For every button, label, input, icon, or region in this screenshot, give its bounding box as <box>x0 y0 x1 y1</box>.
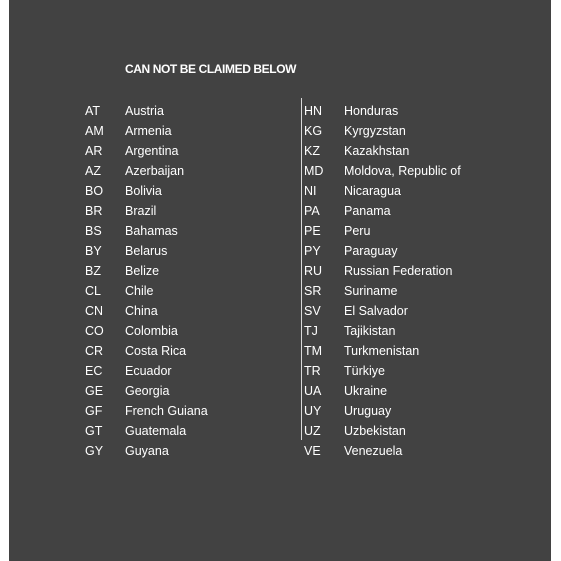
country-code: PE <box>304 224 321 238</box>
country-code: PA <box>304 204 320 218</box>
country-name: Paraguay <box>344 244 398 258</box>
country-name: Guyana <box>125 444 169 458</box>
country-code: BO <box>85 184 104 198</box>
country-name: Russian Federation <box>344 264 453 278</box>
country-name: Moldova, Republic of <box>344 164 461 178</box>
country-name: Uzbekistan <box>344 424 406 438</box>
country-code: GF <box>85 404 103 418</box>
country-code: BY <box>85 244 102 258</box>
country-name: Costa Rica <box>125 344 187 358</box>
country-name: Uruguay <box>344 404 392 418</box>
country-name: China <box>125 304 158 318</box>
country-name: Kyrgyzstan <box>344 124 406 138</box>
country-name: Chile <box>125 284 154 298</box>
country-code: CL <box>85 284 101 298</box>
country-name: Colombia <box>125 324 178 338</box>
country-code: CR <box>85 344 104 358</box>
country-code: UY <box>304 404 322 418</box>
country-name: El Salvador <box>344 304 408 318</box>
country-code: CN <box>85 304 104 318</box>
country-list-panel <box>9 0 551 561</box>
country-name: Türkiye <box>344 364 385 378</box>
country-code: CO <box>85 324 104 338</box>
country-code: KG <box>304 124 323 138</box>
country-name: Kazakhstan <box>344 144 410 158</box>
country-name: Honduras <box>344 104 399 118</box>
country-code: RU <box>304 264 323 278</box>
country-name: Tajikistan <box>344 324 396 338</box>
country-name: Azerbaijan <box>125 164 185 178</box>
country-code: UZ <box>304 424 321 438</box>
country-code: AR <box>85 144 103 158</box>
country-name: Belarus <box>125 244 168 258</box>
country-name: Ukraine <box>344 384 388 398</box>
country-code: BR <box>85 204 103 218</box>
country-name: Suriname <box>344 284 398 298</box>
country-name: French Guiana <box>125 404 208 418</box>
country-code: AT <box>85 104 101 118</box>
country-code: HN <box>304 104 323 118</box>
country-name: Brazil <box>125 204 157 218</box>
country-code: AZ <box>85 164 101 178</box>
country-name: Austria <box>125 104 164 118</box>
country-name: Peru <box>344 224 371 238</box>
country-name: Belize <box>125 264 160 278</box>
country-code: GT <box>85 424 103 438</box>
country-name: Georgia <box>125 384 170 398</box>
country-name: Nicaragua <box>344 184 401 198</box>
country-name: Bolivia <box>125 184 162 198</box>
country-code: SV <box>304 304 321 318</box>
country-code: BS <box>85 224 102 238</box>
country-name: Turkmenistan <box>344 344 420 358</box>
country-code: MD <box>304 164 324 178</box>
column-divider <box>301 98 302 440</box>
country-name: Guatemala <box>125 424 187 438</box>
country-code: UA <box>304 384 322 398</box>
country-code: VE <box>304 444 321 458</box>
country-name: Armenia <box>125 124 172 138</box>
country-code: TM <box>304 344 323 358</box>
country-code: BZ <box>85 264 101 278</box>
country-code: KZ <box>304 144 320 158</box>
country-code: GE <box>85 384 104 398</box>
country-name: Bahamas <box>125 224 178 238</box>
country-code: PY <box>304 244 321 258</box>
country-code: TR <box>304 364 321 378</box>
country-code: SR <box>304 284 322 298</box>
country-name: Panama <box>344 204 391 218</box>
country-name: Ecuador <box>125 364 172 378</box>
panel-heading: CAN NOT BE CLAIMED BELOW <box>125 62 297 76</box>
country-code: EC <box>85 364 103 378</box>
country-code: GY <box>85 444 104 458</box>
country-name: Argentina <box>125 144 179 158</box>
country-code: TJ <box>304 324 318 338</box>
country-name: Venezuela <box>344 444 403 458</box>
country-code: AM <box>85 124 104 138</box>
country-code: NI <box>304 184 317 198</box>
